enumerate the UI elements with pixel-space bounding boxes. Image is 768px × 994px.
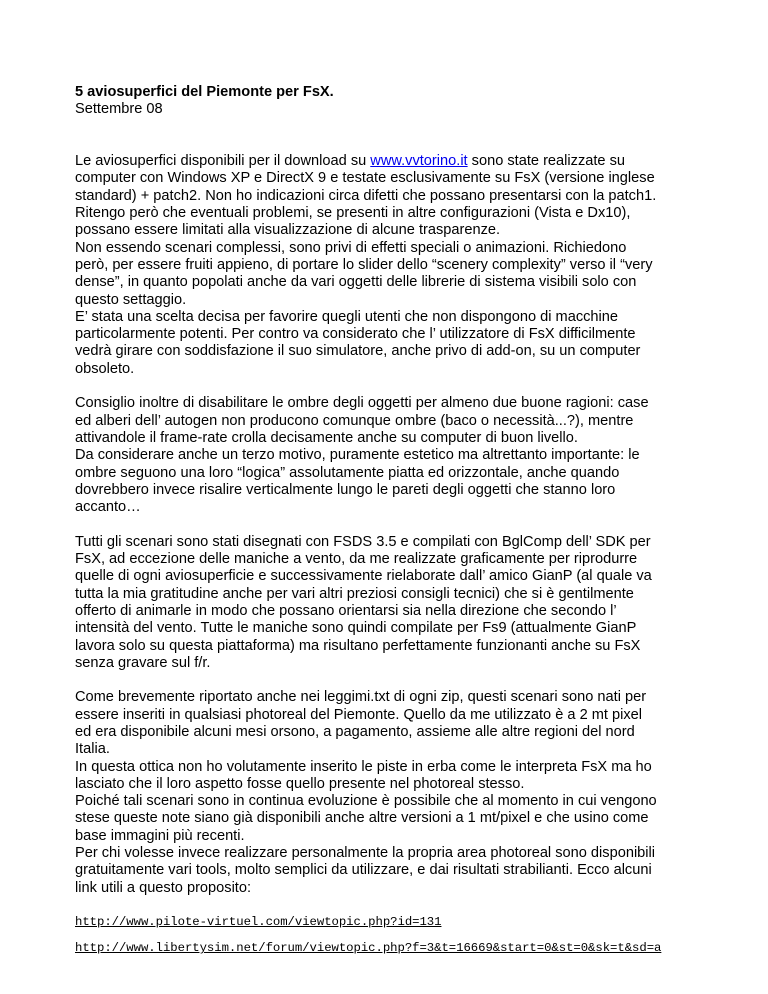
paragraph-intro xyxy=(75,153,715,378)
document-date: Settembre 08 xyxy=(75,101,163,118)
url-link-pilote-virtuel[interactable]: http://www.pilote-virtuel.com/viewtopic.php?id=131 xyxy=(75,915,442,930)
paragraph-photoreal: Come brevemente riportato anche nei leggimi.txt di ogni zip, questi scenari sono nati per essere inseriti in qualsiasi photoreal del Piemonte. Quello da me utilizzato è a 2 mt pixel ed era disponibile alcuni mesi orsono, a pagamento, assieme alle altre regioni del nord Italia. In questa ottica non ho volutamente inserito le piste in erba come le interpreta FsX ma ho lasciato che il loro aspetto fosse quello presente nel photoreal stesso. Poiché tali scenari sono in continua evoluzione è possibile che al momento in cui vengono stese queste note siano già disponibili anche altre versioni a 1 mt/pixel e che usino come base immagini più recenti. Per chi volesse invece realizzare personalmente la propria area photoreal sono disponibili gratuitamente vari tools, molto semplici da utilizzare, e dai risultati strabilianti. Ecco alcuni link utili a questo proposito: xyxy=(75,689,657,896)
document-title: 5 aviosuperfici del Piemonte per FsX. xyxy=(75,84,334,100)
paragraph-intro-rest: sono state realizzate su computer con Windows XP e DirectX 9 e testate esclusivamente su FsX (versione inglese standard) + patch2. Non ho indicazioni circa difetti che possano presentarsi con la patch1. Ritengo però che eventuali problemi, se presenti in altre configurazioni (Vista e Dx10), possano essere limitati alla visualizzazione di alcune trasparenze. Non essendo scenari complessi, sono privi di effetti speciali o animazioni. Richiedono però, per essere fruiti appieno, di portare lo slider dello “scenery complexity” verso il “very dense”, in quanto popolati anche da vari oggetti delle librerie di sistema visibili solo con questo settaggio. E’ stata una scelta decisa per favorire quegli utenti che non dispongono di macchine particolarmente potenti. Per contro va considerato che l’ utilizzatore di FsX difficilmente vedrà girare con soddisfazione il suo simulatore, anche privo di add-on, su un computer obsoleto. xyxy=(75,153,657,377)
spacer xyxy=(75,136,715,153)
paragraph-shadows: Consiglio inoltre di disabilitare le ombre degli oggetti per almeno due buone ragioni: case ed alberi dell’ autogen non producono comunque ombre (baco o necessità...?), mentre attivandole il frame-rate crolla decisamente anche su computer di buon livello. Da considerare anche un terzo motivo, puramente estetico ma altrettanto importante: le ombre seguono una loro “logica” assolutamente piatta ed orizzontale, anche quando dovrebbero invece risalire verticalmente lungo le pareti degli oggetti che stanno loro accanto… xyxy=(75,395,649,516)
vvtorino-link[interactable]: www.vvtorino.it xyxy=(370,153,468,170)
document-body xyxy=(75,84,715,966)
url-link-libertysim[interactable]: http://www.libertysim.net/forum/viewtopic.php?f=3&t=16669&start=0&st=0&sk=t&sd=a xyxy=(75,941,662,956)
paragraph-tools: Tutti gli scenari sono stati disegnati con FSDS 3.5 e compilati con BglComp dell’ SDK per FsX, ad eccezione delle maniche a vento, da me realizzate graficamente per riprodurre quelle di ogni aviosuperficie e successivamente rielaborate dall’ amico GianP (al quale va tutta la mia gratitudine anche per vari altri preziosi consigli tecnici) che si è gentilmente offerto di animarle in modo che possano orientarsi sia nella direzione che secondo l’ intensità del vento. Tutte le maniche sono quindi compilate per Fs9 (attualmente GianP lavora solo su questa piattaforma) ma risultano perfettamente funzionanti anche su FsX senza gravare sul f/r. xyxy=(75,533,652,671)
spacer xyxy=(75,119,715,136)
paragraph-intro-lead: Le aviosuperfici disponibili per il download su xyxy=(75,153,371,170)
